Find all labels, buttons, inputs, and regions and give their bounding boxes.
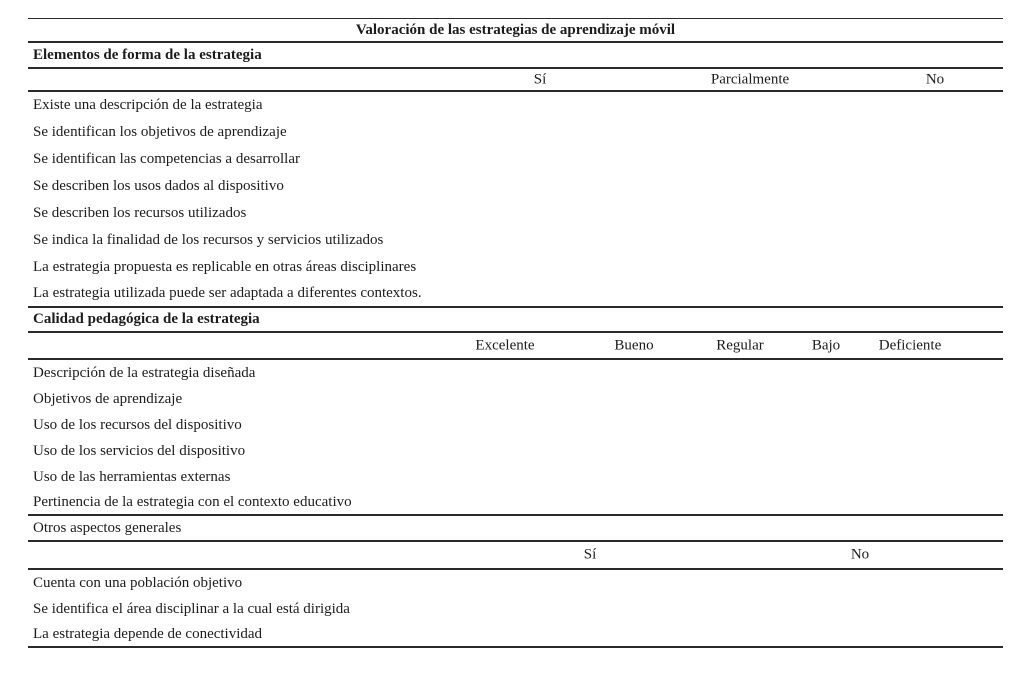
row-label: Uso de los servicios del dispositivo <box>33 442 246 459</box>
table-row <box>28 254 1003 281</box>
row-label: Pertinencia de la estrategia con el contexto educativo <box>33 493 352 510</box>
column-header-row-calidad <box>28 333 1003 360</box>
table-row <box>28 490 1003 516</box>
section-header-label: Calidad pedagógica de la estrategia <box>33 311 260 327</box>
table-row <box>28 146 1003 173</box>
row-label: Se describen los recursos utilizados <box>33 205 247 221</box>
col-header-bueno: Bueno <box>614 337 654 353</box>
row-label: Se identifican las competencias a desarrollar <box>33 151 300 167</box>
table-row <box>28 412 1003 438</box>
table-row <box>28 173 1003 200</box>
table-row <box>28 92 1003 119</box>
row-label: Cuenta con una población objetivo <box>33 574 243 591</box>
table-row <box>28 227 1003 254</box>
row-label: Se identifica el área disciplinar a la cual está dirigida <box>33 600 350 617</box>
row-label: Se indica la finalidad de los recursos y servicios utilizados <box>33 232 384 248</box>
table-row <box>28 200 1003 227</box>
row-label: Existe una descripción de la estrategia <box>33 97 263 113</box>
table-row <box>28 438 1003 464</box>
row-label: La estrategia utilizada puede ser adaptada a diferentes contextos. <box>33 285 422 301</box>
col-header-deficiente: Deficiente <box>878 337 942 353</box>
table-row <box>28 596 1003 622</box>
table-row <box>28 464 1003 490</box>
table-title-row <box>28 19 1003 43</box>
row-label: Uso de los recursos del dispositivo <box>33 416 242 433</box>
table-row <box>28 119 1003 146</box>
row-label: La estrategia propuesta es replicable en otras áreas disciplinares <box>33 259 417 275</box>
evaluation-table <box>28 18 1003 648</box>
row-label: Objetivos de aprendizaje <box>33 390 183 407</box>
section-header-label: Elementos de forma de la estrategia <box>33 46 262 63</box>
table-row <box>28 622 1003 648</box>
table-row <box>28 360 1003 386</box>
row-label: Se identifican los objetivos de aprendizaje <box>33 124 287 140</box>
row-label: Se describen los usos dados al dispositivo <box>33 178 284 194</box>
section-header-calidad-pedagogica <box>28 308 1003 333</box>
section-header-label: Otros aspectos generales <box>33 519 182 536</box>
col-header-no: No <box>925 71 945 87</box>
column-header-row-otros <box>28 542 1003 570</box>
table-row <box>28 570 1003 596</box>
row-label: La estrategia depende de conectividad <box>33 625 263 642</box>
section-header-elementos-de-forma <box>28 43 1003 69</box>
row-label: Descripción de la estrategia diseñada <box>33 364 256 381</box>
col-header-si-otros: Sí <box>583 546 597 563</box>
col-header-regular: Regular <box>716 337 764 353</box>
row-label: Uso de las herramientas externas <box>33 468 231 485</box>
col-header-no-otros: No <box>850 546 870 563</box>
table-row <box>28 386 1003 412</box>
table-title: Valoración de las estrategias de aprendizaje móvil <box>355 21 676 38</box>
table-row <box>28 281 1003 308</box>
section-header-otros-aspectos <box>28 516 1003 542</box>
col-header-parcialmente: Parcialmente <box>710 71 790 87</box>
col-header-bajo: Bajo <box>811 337 841 353</box>
col-header-excelente: Excelente <box>475 337 535 353</box>
col-header-si: Sí <box>533 71 547 87</box>
column-header-row-elementos <box>28 69 1003 92</box>
